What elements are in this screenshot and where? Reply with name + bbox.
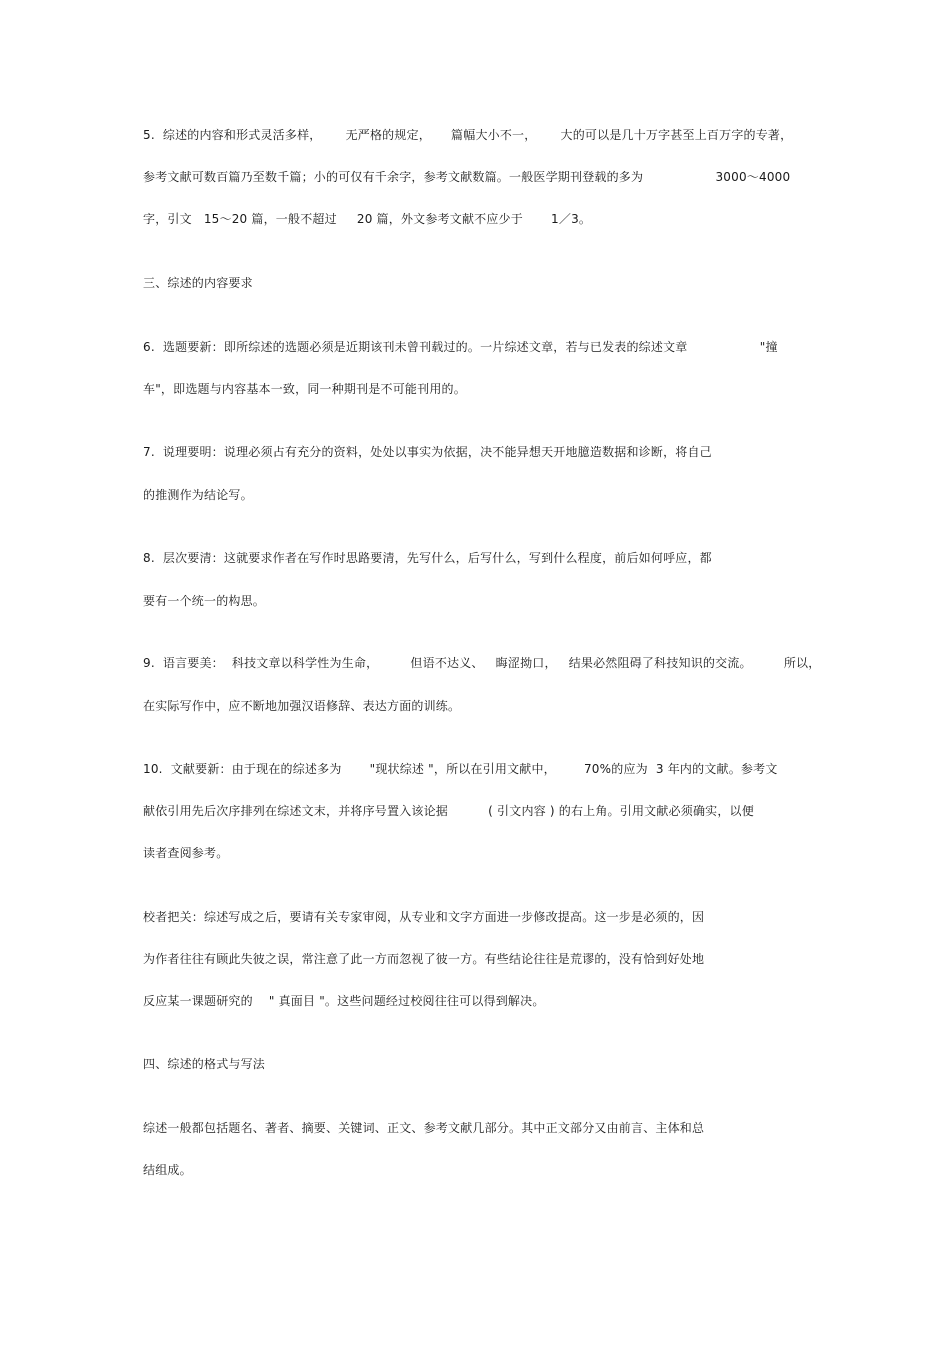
text-line: 的推测作为结论写。 [143,488,253,502]
text-line: 5. 综述的内容和形式灵活多样， 无严格的规定， 篇幅大小不一， 大的可以是几十万字甚至上百万字的专著， [143,128,793,142]
text-line: 9. 语言要美： 科技文章以科学性为生命， 但语不达义、 晦涩拗口， 结果必然阻碍了科技知识的交流。 所以， [143,656,821,670]
text-line: 读者查阅参考。 [143,846,229,860]
text-line: 在实际写作中，应不断地加强汉语修辞、表达方面的训练。 [143,699,461,713]
section-heading: 四、综述的格式与写法 [143,1057,266,1071]
text-line: 献依引用先后次序排列在综述文末，并将序号置入该论据 ( 引文内容 ) 的右上角。引用文献必须确实，以便 [143,804,754,818]
text-line: 6. 选题要新：即所综述的选题必须是近期该刊未曾刊载过的。一片综述文章，若与已发表的综述文章 "撞 [143,340,778,354]
text-line: 反应某一课题研究的 " 真面目 "。这些问题经过校阅往往可以得到解决。 [143,994,545,1008]
text-line: 8. 层次要清：这就要求作者在写作时思路要清，先写什么，后写什么，写到什么程度，前后如何呼应，都 [143,551,712,565]
text-line: 为作者往往有顾此失彼之误，常注意了此一方而忽视了彼一方。有些结论往往是荒谬的，没有恰到好处地 [143,952,705,966]
text-line: 结组成。 [143,1163,192,1177]
text-line: 字，引文 15～20 篇，一般不超过 20 篇，外文参考文献不应少于 1／3。 [143,212,592,226]
section-heading: 三、综述的内容要求 [143,276,253,290]
text-line: 10. 文献要新：由于现在的综述多为 "现状综述 "，所以在引用文献中， 70%的应为 3 年内的文献。参考文 [143,762,778,776]
text-line: 综述一般都包括题名、著者、摘要、关键词、正文、参考文献几部分。其中正文部分又由前言、主体和总 [143,1121,705,1135]
text-line: 参考文献可数百篇乃至数千篇；小的可仅有千余字，参考文献数篇。一般医学期刊登载的多为 3000～4000 [143,170,791,184]
text-line: 要有一个统一的构思。 [143,594,266,608]
text-line: 校者把关：综述写成之后，要请有关专家审阅，从专业和文字方面进一步修改提高。这一步是必须的，因 [143,910,705,924]
text-line: 7. 说理要明：说理必须占有充分的资料，处处以事实为依据，决不能异想天开地臆造数据和诊断，将自己 [143,445,712,459]
text-line: 车"，即选题与内容基本一致，同一种期刊是不可能刊用的。 [143,382,466,396]
